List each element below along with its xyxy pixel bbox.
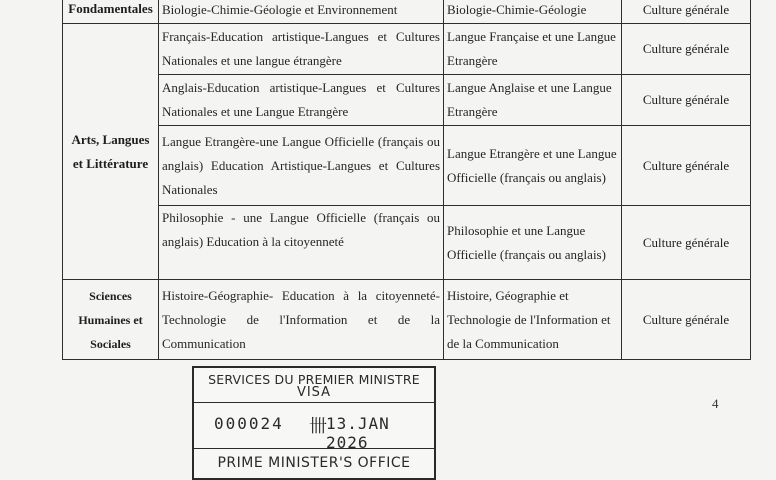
subjects-cell: Histoire-Géographie- Education à la citoyenneté-Technologie de l'Information et de la Communication [159, 280, 444, 360]
category-cell: Culture générale [622, 75, 751, 126]
subjects-cell: Philosophie - une Langue Officielle (français ou anglais) Education à la citoyenneté [159, 206, 444, 280]
subjects-cell: Français-Education artistique-Langues et Cultures Nationales et une langue étrangère [159, 24, 444, 75]
exam-subjects-cell: Philosophie et une Langue Officielle (français ou anglais) [444, 206, 622, 280]
field-cell: Arts, Langues et Littérature [63, 24, 159, 280]
subjects-cell: Biologie-Chimie-Géologie et Environnement [159, 0, 444, 24]
category-cell: Culture générale [622, 280, 751, 360]
subjects-cell: Anglais-Education artistique-Langues et Cultures Nationales et une Langue Etrangère [159, 75, 444, 126]
curriculum-table [62, 0, 751, 360]
category-cell: Culture générale [622, 24, 751, 75]
table-row [63, 206, 751, 280]
table-row [63, 75, 751, 126]
stamp-date: 13.JAN 2026 [326, 414, 390, 452]
stamp-authority: SERVICES DU PREMIER MINISTRE [208, 372, 420, 387]
visa-stamp [192, 366, 436, 480]
field-cell: Fondamentales [63, 0, 159, 24]
exam-subjects-cell: Langue Anglaise et une Langue Etrangère [444, 75, 622, 126]
exam-subjects-cell: Langue Française et une Langue Etrangère [444, 24, 622, 75]
exam-subjects-cell: Langue Etrangère et une Langue Officielle (français ou anglais) [444, 126, 622, 206]
category-cell: Culture générale [622, 206, 751, 280]
table-row [63, 24, 751, 75]
table-row [63, 0, 751, 24]
stamp-office: PRIME MINISTER'S OFFICE [217, 455, 411, 471]
page-number: 4 [712, 396, 719, 411]
stamp-divider [194, 448, 434, 449]
stamp-handwritten-mark: 卌 [309, 416, 327, 437]
category-cell: Culture générale [622, 0, 751, 24]
table-row [63, 280, 751, 360]
exam-subjects-cell: Histoire, Géographie et Technologie de l'Information et de la Communication [444, 280, 622, 360]
field-cell: Sciences Humaines et Sociales [63, 280, 159, 360]
stamp-visa-label: VISA [296, 385, 332, 400]
stamp-number: 000024 [214, 414, 284, 433]
stamp-divider [194, 402, 434, 403]
category-cell: Culture générale [622, 126, 751, 206]
table-row [63, 126, 751, 206]
exam-subjects-cell: Biologie-Chimie-Géologie [444, 0, 622, 24]
subjects-cell: Langue Etrangère-une Langue Officielle (français ou anglais) Education Artistique-Langues et Cultures Nationales [159, 126, 444, 206]
